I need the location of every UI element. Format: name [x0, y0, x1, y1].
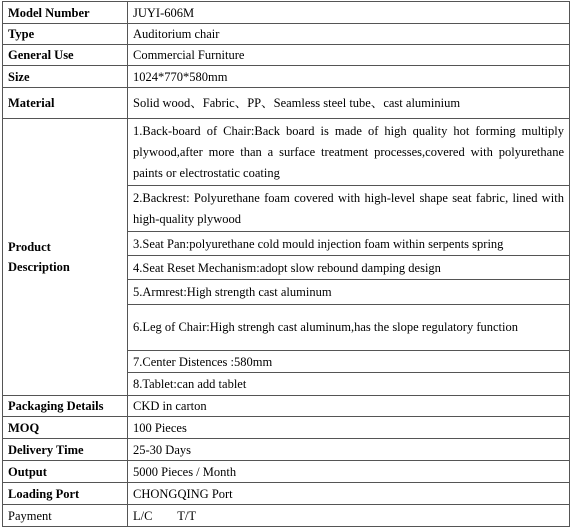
- row-value: 25-30 Days: [128, 439, 570, 461]
- description-item: 8.Tablet:can add tablet: [128, 373, 570, 396]
- description-item: 5.Armrest:High strength cast aluminum: [128, 280, 570, 305]
- description-item: 7.Center Distences :580mm: [128, 351, 570, 373]
- row-value: Auditorium chair: [128, 24, 570, 45]
- table-row: [3, 417, 570, 439]
- row-label: Material: [3, 88, 128, 119]
- description-item: 4.Seat Reset Mechanism:adopt slow rebound damping design: [128, 256, 570, 280]
- label-line: Product: [8, 240, 51, 254]
- table-row: [3, 505, 570, 527]
- row-value: Solid wood、Fabric、PP、Seamless steel tube、cast aluminium: [128, 88, 570, 119]
- row-value: 5000 Pieces / Month: [128, 461, 570, 483]
- row-value: CKD in carton: [128, 396, 570, 417]
- row-label: Size: [3, 66, 128, 88]
- table-row: [3, 461, 570, 483]
- row-label: Output: [3, 461, 128, 483]
- table-row: [3, 439, 570, 461]
- row-label: General Use: [3, 45, 128, 66]
- row-label: Type: [3, 24, 128, 45]
- table-row: [3, 483, 570, 505]
- table-row: [3, 119, 570, 186]
- row-value: CHONGQING Port: [128, 483, 570, 505]
- description-item: 1.Back-board of Chair:Back board is made of high quality hot forming multiply plywood,after more than a surface treatment processes,covered with polyurethane paints or electrostatic coating: [128, 119, 570, 186]
- label-line: Description: [8, 260, 70, 274]
- product-description-label: [3, 119, 128, 396]
- row-label: MOQ: [3, 417, 128, 439]
- row-label: Payment: [3, 505, 128, 527]
- description-item: 6.Leg of Chair:High strengh cast aluminum,has the slope regulatory function: [128, 305, 570, 351]
- table-row: [3, 24, 570, 45]
- description-item: 3.Seat Pan:polyurethane cold mould injection foam within serpents spring: [128, 232, 570, 256]
- row-label: Delivery Time: [3, 439, 128, 461]
- description-item: 2.Backrest: Polyurethane foam covered with high-level shape seat fabric, lined with high-quality plywood: [128, 186, 570, 232]
- row-value: 100 Pieces: [128, 417, 570, 439]
- row-value: 1024*770*580mm: [128, 66, 570, 88]
- row-value: JUYI-606M: [128, 2, 570, 24]
- row-label: Loading Port: [3, 483, 128, 505]
- table-row: [3, 396, 570, 417]
- row-value: Commercial Furniture: [128, 45, 570, 66]
- table-row: [3, 45, 570, 66]
- table-row: [3, 66, 570, 88]
- product-spec-table: [2, 1, 570, 527]
- table-row: [3, 2, 570, 24]
- table-row: [3, 88, 570, 119]
- row-label: Model Number: [3, 2, 128, 24]
- row-label: Packaging Details: [3, 396, 128, 417]
- row-value: L/C T/T: [128, 505, 570, 527]
